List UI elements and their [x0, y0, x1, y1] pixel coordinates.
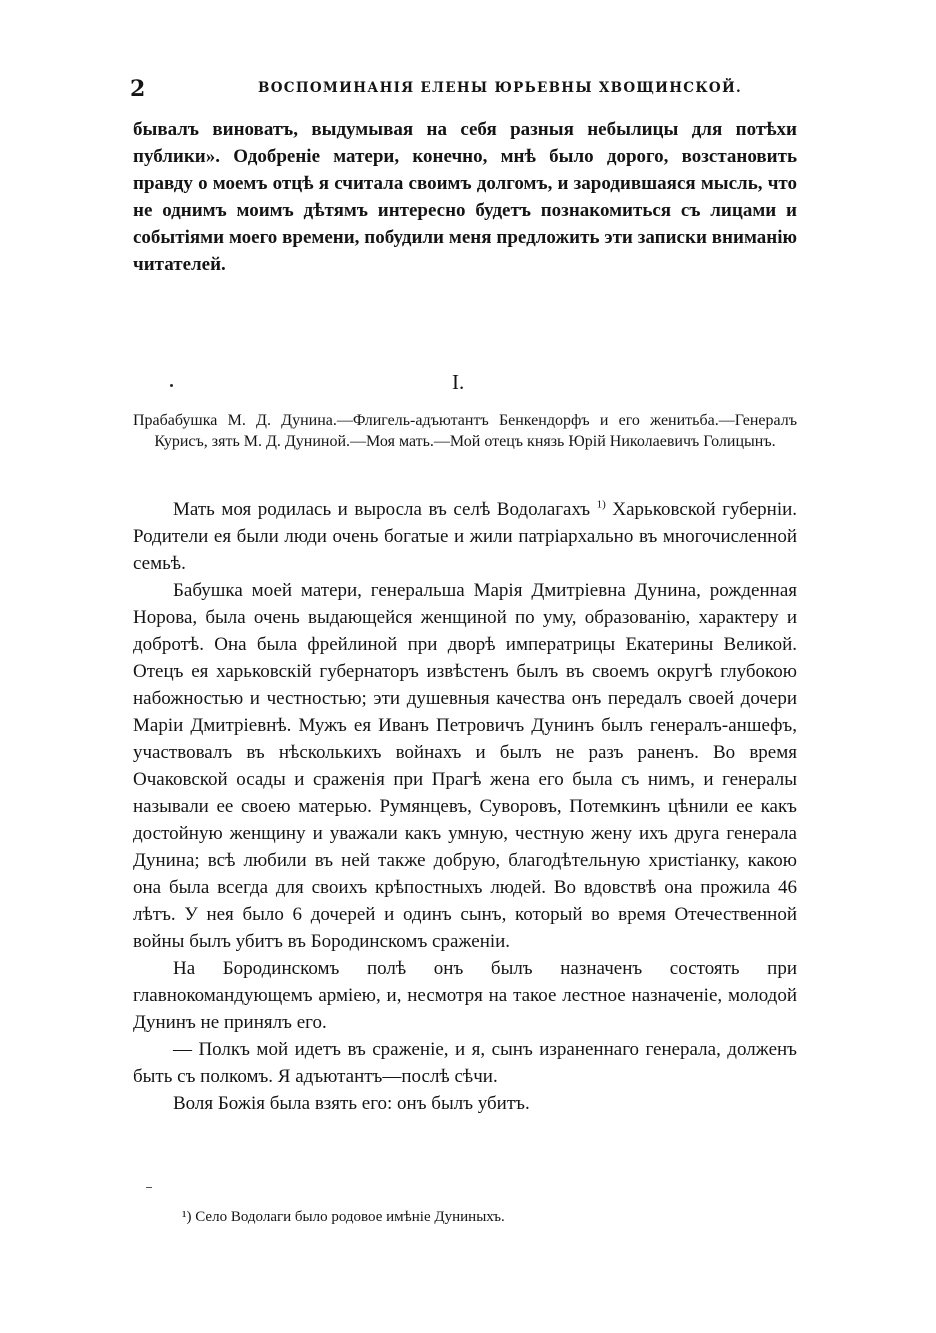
chapter-number: I.	[452, 370, 465, 394]
running-title: ВОСПОМИНАНІЯ ЕЛЕНЫ ЮРЬЕВНЫ ХВОЩИНСКОЙ.	[258, 80, 743, 96]
paragraph-1-end: Харьковской губерніи. Родители ея были люди очень богатые и жили патріархально въ многочисленной семьѣ.	[133, 499, 798, 574]
page-number: 2	[130, 76, 146, 102]
paragraph-3: На Бородинскомъ полѣ онъ былъ назначенъ состоять при главнокомандующемъ арміею, и, несмотря на такое лестное назначеніе, молодой Дунинъ не принялъ его.	[133, 958, 797, 1033]
footnote-divider	[146, 1187, 152, 1188]
chapter-summary	[133, 410, 797, 452]
stray-dot	[170, 384, 173, 387]
paragraph-4: — Полкъ мой идетъ въ сраженіе, и я, сынъ израненнаго генерала, долженъ быть съ полкомъ. Я адъютантъ—послѣ сѣчи.	[133, 1039, 797, 1087]
paragraph-1-start: Мать моя родилась и выросла въ селѣ Водолагахъ	[173, 499, 591, 520]
intro-section	[133, 116, 797, 278]
paragraph-1	[133, 496, 797, 577]
paragraph-2: Бабушка моей матери, генеральша Марія Дмитріевна Дунина, рожденная Норова, была очень выдающейся женщиной по уму, образованію, характеру и добротѣ. Она была фрейлиной при дворѣ императрицы Екатерины Великой. Отецъ ея харьковскій губернаторъ извѣстенъ былъ въ своемъ округѣ глубокою набожностью и честностью; эти душевныя качества онъ передалъ своей дочери Маріи Дмитріевнѣ. Мужъ ея Иванъ Петровичъ Дунинъ былъ генералъ-аншефъ, участвовалъ въ нѣсколькихъ войнахъ и былъ не разъ раненъ. Во время Очаковской осады и сраженія при Прагѣ жена его была съ нимъ, и генералы называли ее своею матерью. Румянцевъ, Суворовъ, Потемкинъ цѣнили ее какъ достойную женщину и уважали какъ умную, честную жену ихъ друга генерала Дунина; всѣ любили въ ней также добрую, благодѣтельную христіанку, какою она была всегда для своихъ крѣпостныхъ людей. Во вдовствѣ она прожила 46 лѣтъ. У нея было 6 дочерей и одинъ сынъ, который во время Отечественной войны былъ убитъ въ Бородинскомъ сраженіи.	[133, 580, 797, 952]
chapter-summary-text: Прабабушка М. Д. Дунина.—Флигель-адъютантъ Бенкендорфъ и его женитьба.—Генералъ Курисъ, зять М. Д. Дуниной.—Моя мать.—Мой отецъ князь Юрій Николаевичъ Голицынъ.	[133, 412, 797, 450]
paragraph-5: Воля Божія была взять его: онъ былъ убитъ.	[173, 1093, 530, 1114]
body-text	[133, 496, 797, 1117]
footnote: ¹) Село Водолаги было родовое имѣніе Дуниныхъ.	[182, 1209, 505, 1225]
footnote-reference[interactable]: 1)	[596, 498, 606, 511]
intro-paragraph: бывалъ виноватъ, выдумывая на себя разныя небылицы для потѣхи публики». Одобреніе матери, конечно, мнѣ было дорого, возстановить правду о моемъ отцѣ я считала своимъ долгомъ, и зародившаяся мысль, что не однимъ моимъ дѣтямъ интересно будетъ познакомиться съ лицами и событіями моего времени, побудили меня предложить эти записки вниманію читателей.	[133, 119, 797, 275]
